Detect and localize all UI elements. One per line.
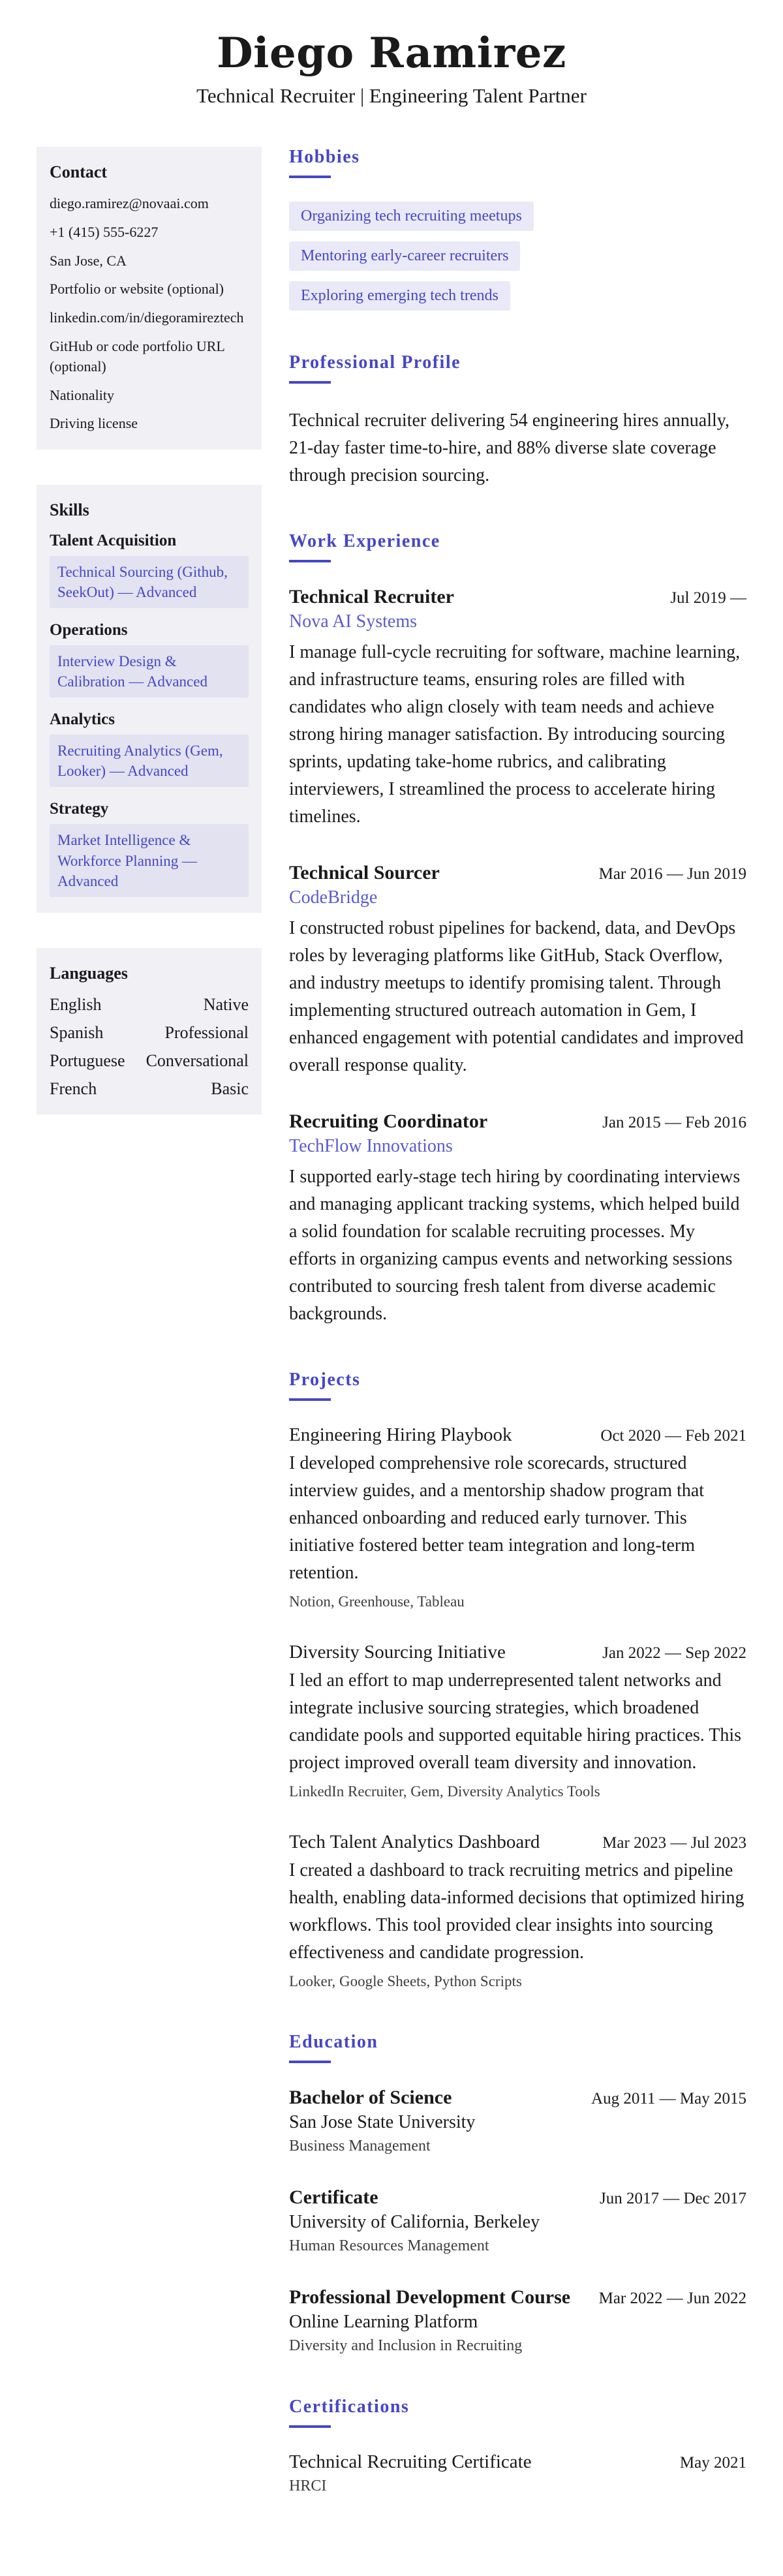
education-entry xyxy=(289,2186,746,2255)
section-education xyxy=(289,2032,746,2355)
certification-entry xyxy=(289,2451,746,2495)
project-entry-header xyxy=(289,1642,746,1663)
language-name: Spanish xyxy=(50,1022,104,1042)
hobby-chip: Mentoring early-career recruiters xyxy=(289,241,520,271)
skill-group xyxy=(50,711,249,787)
section-experience xyxy=(289,531,746,1328)
certification-issuer: HRCI xyxy=(289,2477,327,2494)
education-degree: Bachelor of Science xyxy=(289,2087,452,2108)
language-level: Native xyxy=(203,994,249,1014)
contact-item-driving-license: Driving license xyxy=(50,415,138,432)
contact-item-github: GitHub or code portfolio URL (optional) xyxy=(50,337,225,375)
project-dates: Mar 2023 — Jul 2023 xyxy=(602,1834,746,1852)
education-school: University of California, Berkeley xyxy=(289,2212,540,2232)
language-level: Basic xyxy=(211,1079,249,1098)
contact-item-nationality: Nationality xyxy=(50,386,114,403)
project-entry-header xyxy=(289,1424,746,1446)
skill-category: Operations xyxy=(50,621,128,639)
education-entry xyxy=(289,2286,746,2355)
language-row xyxy=(50,1023,249,1043)
job-title: Technical Sourcer xyxy=(289,862,440,883)
job-description: I manage full-cycle recruiting for software, machine learning, and infrastructure teams, ensuring roles are filled with candidates who align closely with team needs and achieve strong hiring manager satisfaction. By introducing sourcing sprints, updating take-home rubrics, and calibrating interviewers, I streamlined the process to accelerate hiring timelines. xyxy=(289,642,741,827)
job-entry xyxy=(289,1111,746,1328)
resume-header xyxy=(37,29,746,108)
skills-section xyxy=(37,485,262,912)
language-row xyxy=(50,995,249,1015)
language-name: French xyxy=(50,1079,97,1098)
skill-category: Strategy xyxy=(50,800,109,818)
education-entry-header xyxy=(289,2186,746,2209)
job-entry-header xyxy=(289,586,746,608)
job-company-link[interactable]: CodeBridge xyxy=(289,887,378,908)
education-school: San Jose State University xyxy=(289,2112,476,2132)
contact-title: Contact xyxy=(50,162,108,181)
education-degree: Professional Development Course xyxy=(289,2286,571,2308)
skill-chip: Recruiting Analytics (Gem, Looker) — Advanced xyxy=(50,735,249,787)
contact-item-phone: +1 (415) 555-6227 xyxy=(50,223,159,240)
education-field: Human Resources Management xyxy=(289,2237,489,2254)
skill-chip: Market Intelligence & Workforce Planning — Advanced xyxy=(50,824,249,897)
project-entry xyxy=(289,1642,746,1800)
job-dates: Jan 2015 — Feb 2016 xyxy=(602,1114,746,1131)
job-title: Technical Recruiter xyxy=(289,586,454,607)
candidate-subtitle: Technical Recruiter | Engineering Talent Partner xyxy=(196,84,587,107)
project-entry xyxy=(289,1832,746,1990)
job-dates: Mar 2016 — Jun 2019 xyxy=(598,865,746,883)
language-row xyxy=(50,1079,249,1099)
project-name: Diversity Sourcing Initiative xyxy=(289,1642,506,1663)
project-dates: Jan 2022 — Sep 2022 xyxy=(602,1644,746,1662)
skill-category: Talent Acquisition xyxy=(50,532,177,550)
language-name: English xyxy=(50,994,102,1014)
education-field: Diversity and Inclusion in Recruiting xyxy=(289,2337,523,2354)
job-dates: Jul 2019 — xyxy=(670,589,746,607)
skill-chip: Interview Design & Calibration — Advanced xyxy=(50,645,249,698)
profile-text: Technical recruiter delivering 54 engineering hires annually, 21-day faster time-to-hire, and 88% diverse slate coverage through precision sourcing. xyxy=(289,410,729,485)
education-dates: Jun 2017 — Dec 2017 xyxy=(600,2190,746,2207)
job-entry-header xyxy=(289,1111,746,1133)
job-entry xyxy=(289,862,746,1079)
section-projects xyxy=(289,1370,746,1990)
section-title-profile: Professional Profile xyxy=(289,352,461,373)
project-description: I developed comprehensive role scorecards, structured interview guides, and a mentorship shadow program that enhanced onboarding and reduced early turnover. This initiative fostered better team integration and long-term retention. xyxy=(289,1453,705,1583)
skills-title: Skills xyxy=(50,500,89,520)
contact-item-location: San Jose, CA xyxy=(50,252,127,269)
project-tools: Notion, Greenhouse, Tableau xyxy=(289,1593,465,1610)
section-underline xyxy=(289,2425,331,2428)
project-description: I created a dashboard to track recruiting metrics and pipeline health, enabling data-informed decisions that optimized hiring workflows. This tool provided clear insights into sourcing effectiveness and candidate progression. xyxy=(289,1860,745,1963)
project-name: Tech Talent Analytics Dashboard xyxy=(289,1832,540,1852)
job-entry-header xyxy=(289,862,746,884)
skill-group xyxy=(50,532,249,608)
project-name: Engineering Hiring Playbook xyxy=(289,1424,512,1445)
education-dates: Aug 2011 — May 2015 xyxy=(591,2090,746,2108)
education-entry-header xyxy=(289,2087,746,2109)
education-entry-header xyxy=(289,2286,746,2308)
contact-section xyxy=(37,147,262,450)
language-row xyxy=(50,1051,249,1071)
education-entry xyxy=(289,2087,746,2155)
contact-item-portfolio: Portfolio or website (optional) xyxy=(50,281,224,298)
language-level: Conversational xyxy=(146,1050,249,1070)
education-field: Business Management xyxy=(289,2138,431,2154)
skill-group xyxy=(50,621,249,698)
section-title-education: Education xyxy=(289,2032,378,2052)
certification-entry-header xyxy=(289,2451,746,2473)
candidate-name: Diego Ramirez xyxy=(217,29,566,78)
section-hobbies xyxy=(289,147,746,311)
education-school: Online Learning Platform xyxy=(289,2312,478,2332)
education-degree: Certificate xyxy=(289,2186,378,2208)
project-entry xyxy=(289,1424,746,1610)
section-title-hobbies: Hobbies xyxy=(289,147,360,167)
contact-item-linkedin: linkedin.com/in/diegoramireztech xyxy=(50,309,244,326)
main-content xyxy=(289,147,746,2537)
project-dates: Oct 2020 — Feb 2021 xyxy=(600,1427,746,1445)
section-underline xyxy=(289,381,331,384)
education-dates: Mar 2022 — Jun 2022 xyxy=(598,2290,746,2307)
sidebar xyxy=(37,147,262,1150)
job-title: Recruiting Coordinator xyxy=(289,1111,488,1132)
project-description: I led an effort to map underrepresented talent networks and integrate inclusive sourcing strategies, which broadened candidate pools and supported equitable hiring practices. This project improved overall team diversity and innovation. xyxy=(289,1670,742,1773)
skill-category: Analytics xyxy=(50,711,115,729)
resume-columns xyxy=(37,147,746,2537)
hobby-chip: Organizing tech recruiting meetups xyxy=(289,202,534,231)
contact-item-email: diego.ramirez@novaai.com xyxy=(50,195,209,211)
section-certifications xyxy=(289,2397,746,2495)
job-description: I constructed robust pipelines for backend, data, and DevOps roles by leveraging platforms like GitHub, Stack Overflow, and industry meetups to identify promising talent. Through implementing structured outreach automation in Gem, I enhanced engagement with potential candidates and improved overall response quality. xyxy=(289,918,744,1075)
project-entry-header xyxy=(289,1832,746,1853)
hobby-chip: Exploring emerging tech trends xyxy=(289,281,510,311)
section-title-projects: Projects xyxy=(289,1370,361,1390)
section-underline xyxy=(289,560,331,562)
section-title-experience: Work Experience xyxy=(289,531,440,551)
section-title-certifications: Certifications xyxy=(289,2397,410,2417)
certification-date: May 2021 xyxy=(679,2454,746,2472)
job-entry xyxy=(289,586,746,831)
hobby-chips xyxy=(289,202,746,311)
section-underline xyxy=(289,2061,331,2063)
section-underline xyxy=(289,1398,331,1401)
skill-group xyxy=(50,800,249,897)
skill-chip: Technical Sourcing (Github, SeekOut) — Advanced xyxy=(50,556,249,608)
project-tools: LinkedIn Recruiter, Gem, Diversity Analytics Tools xyxy=(289,1783,600,1800)
language-name: Portuguese xyxy=(50,1050,125,1070)
job-company-link[interactable]: TechFlow Innovations xyxy=(289,1136,453,1156)
job-description: I supported early-stage tech hiring by coordinating interviews and managing applicant tracking systems, which helped build a solid foundation for scalable recruiting processes. My efforts in organizing campus events and networking sessions contributed to sourcing fresh talent from diverse academic backgrounds. xyxy=(289,1167,741,1324)
section-underline xyxy=(289,176,331,178)
section-profile xyxy=(289,352,746,489)
project-tools: Looker, Google Sheets, Python Scripts xyxy=(289,1973,522,1989)
job-company-link[interactable]: Nova AI Systems xyxy=(289,611,417,632)
languages-title: Languages xyxy=(50,963,128,983)
language-level: Professional xyxy=(164,1022,249,1042)
languages-section xyxy=(37,948,262,1114)
certification-name: Technical Recruiting Certificate xyxy=(289,2451,532,2472)
